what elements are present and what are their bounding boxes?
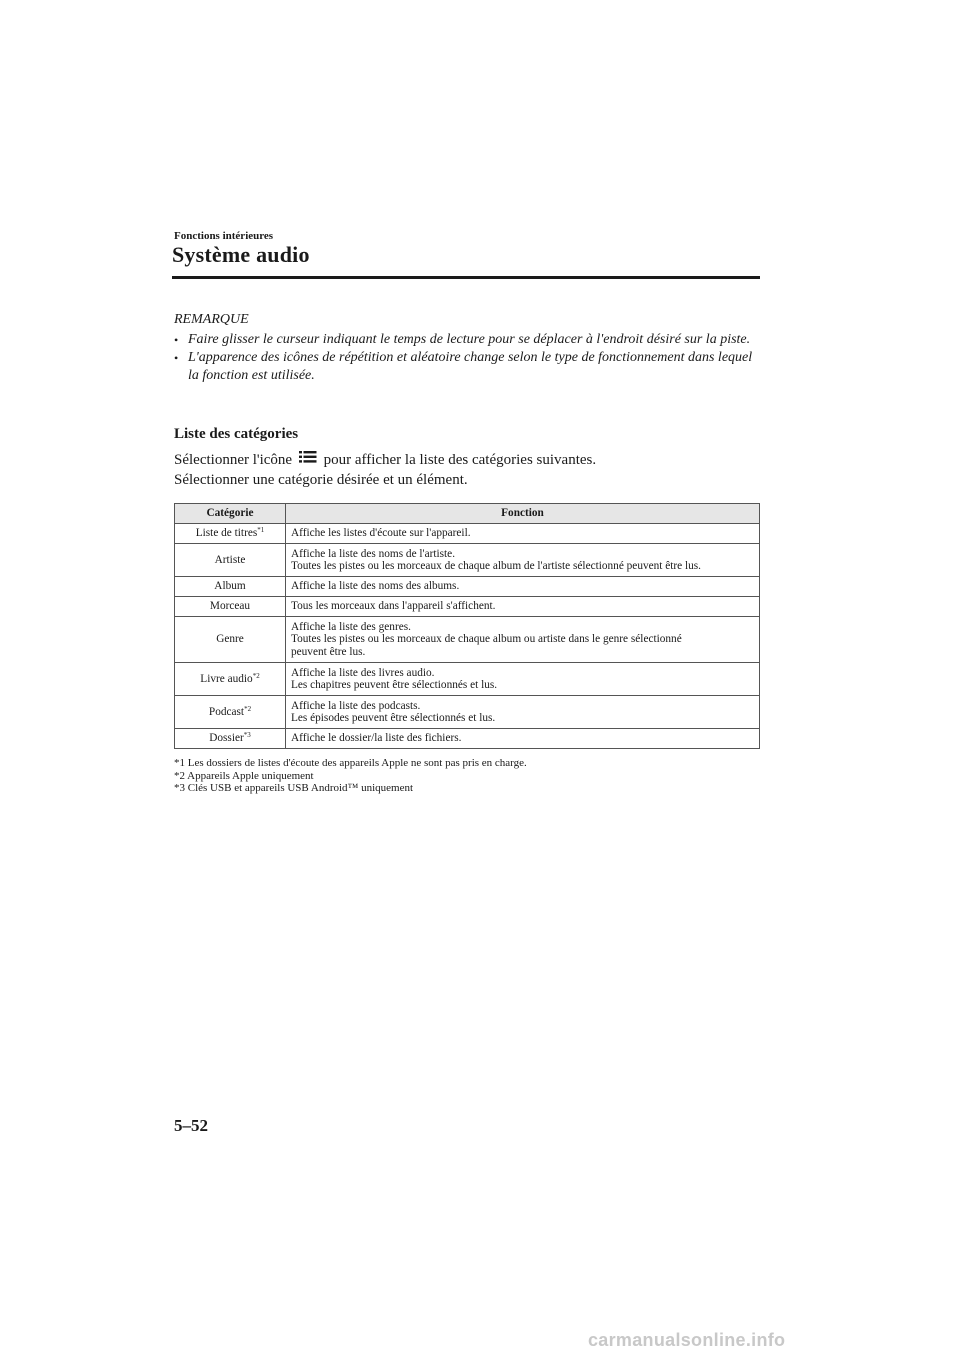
category-cell: Artiste <box>175 544 286 577</box>
footnote: *1 Les dossiers de listes d'écoute des appareils Apple ne sont pas pris en charge. <box>174 757 527 769</box>
watermark: carmanualsonline.info <box>588 1330 786 1350</box>
instruction-line-2: Sélectionner une catégorie désirée et un élément. <box>174 472 468 488</box>
table-row <box>175 524 760 544</box>
page-number: 5–52 <box>174 1116 208 1135</box>
function-cell: Affiche le dossier/la liste des fichiers. <box>286 729 760 749</box>
section-heading: Liste des catégories <box>174 426 299 442</box>
category-cell: Podcast$^{*2}$ <box>175 696 286 729</box>
category-table <box>174 503 760 749</box>
note-item-text: L'apparence des icônes de répétition et aléatoire change selon le type de fonctionnement dans lequel la fonction est utilisée. <box>188 350 753 383</box>
column-header-category: Catégorie <box>175 504 286 524</box>
function-cell: Affiche la liste des noms des albums. <box>286 577 760 597</box>
function-cell: Affiche la liste des noms de l'artiste. Toutes les pistes ou les morceaux de chaque album de l'artiste sélectionné peuvent être lus. <box>286 544 760 577</box>
footnote: *2 Appareils Apple uniquement <box>174 769 314 782</box>
list-icon <box>299 450 317 471</box>
header-divider <box>172 276 760 279</box>
note-item <box>174 331 764 349</box>
column-header-function: Fonction <box>286 504 760 524</box>
instruction-after-icon: pour afficher la liste des catégories suivantes. <box>323 452 597 468</box>
table-row <box>175 729 760 749</box>
instructions <box>174 450 764 489</box>
table-header-row <box>175 504 760 524</box>
category-cell: Liste de titres$^{*1}$ <box>175 524 286 544</box>
table-row <box>175 577 760 597</box>
table-row <box>175 663 760 696</box>
instruction-before-icon: Sélectionner l'icône <box>174 452 293 468</box>
table-row <box>175 544 760 577</box>
note-list <box>174 331 764 385</box>
function-cell: Affiche la liste des podcasts. Les épisodes peuvent être sélectionnés et lus. <box>286 696 760 729</box>
table-row <box>175 696 760 729</box>
footnotes <box>174 757 764 795</box>
table-row <box>175 597 760 617</box>
note-item-text: Faire glisser le curseur indiquant le temps de lecture pour se déplacer à l'endroit désiré sur la piste. <box>188 332 751 347</box>
category-cell: Genre <box>175 617 286 663</box>
note-item <box>174 349 764 385</box>
function-cell: Affiche la liste des livres audio. Les chapitres peuvent être sélectionnés et lus. <box>286 663 760 696</box>
category-cell: Livre audio$^{*2}$ <box>175 663 286 696</box>
table-row <box>175 617 760 663</box>
note-title: REMARQUE <box>174 312 249 327</box>
category-cell: Dossier$^{*3}$ <box>175 729 286 749</box>
function-cell: Affiche les listes d'écoute sur l'appareil. <box>286 524 760 544</box>
category-cell: Album <box>175 577 286 597</box>
function-cell: Tous les morceaux dans l'appareil s'affichent. <box>286 597 760 617</box>
page-title: Système audio <box>172 242 310 267</box>
footnote: *3 Clés USB et appareils USB Android™ uniquement <box>174 782 414 794</box>
section-label: Fonctions intérieures <box>174 230 274 242</box>
function-cell: Affiche la liste des genres. Toutes les pistes ou les morceaux de chaque album ou artiste dans le genre sélectionné peuvent être lus. <box>286 617 760 663</box>
bullet-icon: • <box>174 333 179 347</box>
instruction-line-1 <box>174 450 764 471</box>
category-cell: Morceau <box>175 597 286 617</box>
bullet-icon: • <box>174 351 179 365</box>
